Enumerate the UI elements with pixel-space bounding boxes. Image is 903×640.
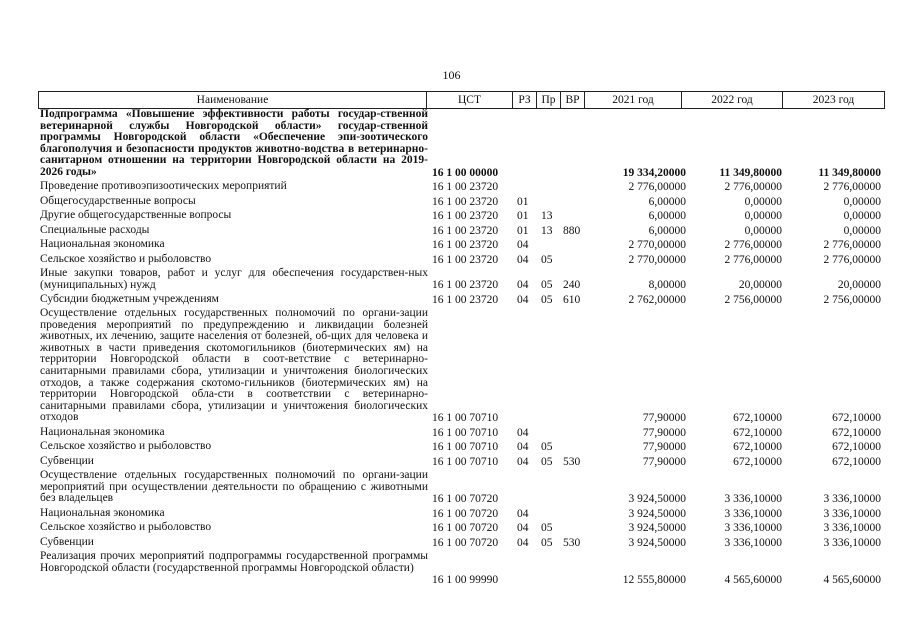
row-pr: 05 — [541, 253, 553, 266]
row-pr: 05 — [541, 536, 553, 549]
row-cst: 16 1 00 23720 — [432, 293, 499, 306]
row-value-2021: 2 762,00000 — [628, 293, 686, 306]
row-name: Сельское хозяйство и рыболовство — [40, 252, 212, 265]
row-rz: 04 — [517, 455, 529, 468]
row-rz: 04 — [517, 426, 529, 439]
row-value-2021: 8,00000 — [648, 279, 686, 291]
page-number: 106 — [442, 68, 461, 82]
row-name: Реализация прочих мероприятий подпрограммы государственной программы Новгородской области (государственной программы Новгородской области) — [40, 550, 428, 574]
table-row — [40, 268, 883, 291]
row-cst: 16 1 00 70710 — [432, 441, 499, 453]
row-value-2022: 672,10000 — [733, 412, 782, 424]
header-cst: ЦСТ — [427, 92, 513, 108]
table-row — [40, 470, 883, 505]
table-row — [40, 308, 883, 424]
row-value-2021: 6,00000 — [648, 224, 686, 237]
table-header — [38, 91, 885, 109]
row-name: Осуществление отдельных государственных полномочий по органи-зации проведения мероприятий по предупреждению и ликвидации болезней животных, их лечению, защите населения от болезней, об-щих для человека и животных в части приведения скотомогильников (биотермических ям) на территории Новгородской области в соот-ветствие с ветеринарно-санитарными правилами сбора, утилизации и уничтожения биологических отходов, а также содержания скотомо-гильников (биотермических ям) на территории Новгородской обла-сти в соответствии с ветеринарно-санитарными правилами сбора, утилизации и уничтожения биологических отходов — [40, 307, 428, 424]
row-value-2023: 672,10000 — [832, 412, 881, 424]
row-vr: 530 — [563, 536, 581, 549]
row-cst: 16 1 00 23720 — [432, 253, 499, 266]
row-value-2021: 3 924,50000 — [628, 493, 686, 505]
row-name: Другие общегосударственные вопросы — [40, 209, 232, 221]
table-row — [40, 427, 883, 439]
row-cst: 16 1 00 70720 — [432, 493, 499, 505]
row-value-2021: 77,90000 — [642, 412, 686, 424]
table-body — [40, 109, 883, 586]
row-rz: 04 — [517, 441, 529, 453]
row-value-2022: 2 756,00000 — [724, 293, 782, 306]
row-name: Иные закупки товаров, работ и услуг для обеспечения государствен-ных (муниципальных) нужд — [40, 267, 428, 291]
table-row — [40, 551, 883, 586]
row-value-2023: 3 336,10000 — [823, 522, 881, 534]
row-value-2023: 3 336,10000 — [823, 493, 881, 505]
table-row — [40, 508, 883, 520]
table-row — [40, 225, 883, 237]
row-cst: 16 1 00 99990 — [432, 574, 499, 586]
table-row — [40, 254, 883, 266]
row-rz: 04 — [517, 253, 529, 266]
row-value-2021: 2 770,00000 — [628, 253, 686, 266]
row-cst: 16 1 00 70710 — [432, 412, 499, 424]
row-cst: 16 1 00 70710 — [432, 455, 499, 468]
header-name: Наименование — [39, 92, 427, 108]
row-vr: 610 — [563, 293, 581, 306]
table-row — [40, 109, 883, 179]
row-rz: 04 — [517, 279, 529, 291]
row-value-2023: 20,00000 — [837, 279, 881, 291]
row-value-2023: 672,10000 — [832, 426, 881, 439]
row-cst: 16 1 00 70710 — [432, 426, 499, 439]
row-value-2021: 3 924,50000 — [628, 536, 686, 549]
row-cst: 16 1 00 00000 — [432, 167, 499, 179]
row-name: Национальная экономика — [40, 238, 165, 250]
row-pr: 13 — [541, 210, 553, 222]
row-value-2022: 672,10000 — [733, 455, 782, 468]
table-row — [40, 196, 883, 208]
row-pr: 13 — [541, 224, 553, 237]
row-rz: 04 — [517, 293, 529, 306]
row-cst: 16 1 00 70720 — [432, 522, 499, 534]
row-value-2021: 2 776,00000 — [628, 181, 686, 193]
row-value-2021: 77,90000 — [642, 426, 686, 439]
row-value-2023: 3 336,10000 — [823, 507, 881, 520]
row-value-2023: 2 756,00000 — [823, 293, 881, 306]
row-name: Национальная экономика — [40, 425, 165, 438]
row-name: Специальные расходы — [40, 223, 150, 236]
row-cst: 16 1 00 23720 — [432, 279, 499, 291]
header-vr: ВР — [561, 92, 585, 108]
row-value-2022: 0,00000 — [744, 195, 782, 208]
row-value-2022: 672,10000 — [733, 426, 782, 439]
row-value-2023: 0,00000 — [843, 210, 881, 222]
row-pr: 05 — [541, 522, 553, 534]
row-vr: 880 — [563, 224, 581, 237]
row-value-2023: 0,00000 — [843, 224, 881, 237]
row-rz: 01 — [517, 224, 529, 237]
row-name: Общегосударственные вопросы — [40, 194, 196, 207]
row-name: Субсидии бюджетным учреждениям — [40, 292, 219, 305]
row-value-2022: 2 776,00000 — [724, 239, 782, 251]
row-rz: 01 — [517, 210, 529, 222]
row-name: Сельское хозяйство и рыболовство — [40, 521, 212, 533]
row-value-2023: 2 776,00000 — [823, 181, 881, 193]
header-year-2021: 2021 год — [585, 92, 682, 108]
row-cst: 16 1 00 23720 — [432, 195, 499, 208]
row-value-2021: 3 924,50000 — [628, 507, 686, 520]
row-rz: 04 — [517, 239, 529, 251]
row-name: Подпрограмма «Повышение эффективности работы государ-ственной ветеринарной службы Новгородской области» государ-ственной программы Новгородской области «Обеспечение эпи-зоотического благополучия и безопасности продуктов животно-водства в ветеринарно-санитарном отношении на территории Новгородской области на 2019-2026 годы» — [40, 108, 428, 178]
row-name: Сельское хозяйство и рыболовство — [40, 440, 212, 452]
table-row — [40, 537, 883, 549]
row-rz: 01 — [517, 195, 529, 208]
row-value-2022: 4 565,60000 — [724, 574, 782, 586]
table-row — [40, 294, 883, 306]
row-value-2023: 3 336,10000 — [823, 536, 881, 549]
table-row — [40, 441, 883, 453]
row-cst: 16 1 00 70720 — [432, 536, 499, 549]
row-value-2023: 11 349,80000 — [818, 167, 881, 179]
row-value-2021: 77,90000 — [642, 455, 686, 468]
table-row — [40, 456, 883, 468]
row-rz: 04 — [517, 536, 529, 549]
row-value-2021: 6,00000 — [648, 210, 686, 222]
row-value-2022: 0,00000 — [744, 224, 782, 237]
row-value-2021: 6,00000 — [648, 195, 686, 208]
row-value-2023: 2 776,00000 — [823, 239, 881, 251]
row-cst: 16 1 00 23720 — [432, 210, 499, 222]
row-value-2023: 2 776,00000 — [823, 253, 881, 266]
row-value-2022: 2 776,00000 — [724, 181, 782, 193]
row-pr: 05 — [541, 441, 553, 453]
row-value-2022: 0,00000 — [744, 210, 782, 222]
row-name: Осуществление отдельных государственных полномочий по органи-зации мероприятий при осуществлении деятельности по обращению с животными без владельцев — [40, 469, 428, 505]
row-value-2023: 4 565,60000 — [823, 574, 881, 586]
row-cst: 16 1 00 23720 — [432, 239, 499, 251]
row-cst: 16 1 00 23720 — [432, 181, 499, 193]
row-vr: 530 — [563, 455, 581, 468]
row-name: Национальная экономика — [40, 506, 165, 519]
table-row — [40, 239, 883, 251]
row-value-2021: 77,90000 — [642, 441, 686, 453]
table-row — [40, 210, 883, 222]
row-value-2023: 0,00000 — [843, 195, 881, 208]
row-vr: 240 — [563, 279, 581, 291]
row-value-2022: 3 336,10000 — [724, 493, 782, 505]
row-value-2022: 3 336,10000 — [724, 522, 782, 534]
header-pr: Пр — [537, 92, 561, 108]
row-value-2022: 20,00000 — [738, 279, 782, 291]
row-value-2022: 11 349,80000 — [719, 167, 782, 179]
row-value-2023: 672,10000 — [832, 441, 881, 453]
row-value-2022: 3 336,10000 — [724, 507, 782, 520]
row-pr: 05 — [541, 293, 553, 306]
table-row — [40, 181, 883, 193]
row-name: Субвенции — [40, 454, 94, 467]
header-year-2023: 2023 год — [812, 94, 855, 106]
row-pr: 05 — [541, 455, 553, 468]
row-rz: 04 — [517, 507, 529, 520]
row-value-2022: 672,10000 — [733, 441, 782, 453]
row-value-2021: 2 770,00000 — [628, 239, 686, 251]
row-value-2021: 3 924,50000 — [628, 522, 686, 534]
table-row — [40, 522, 883, 534]
row-value-2023: 672,10000 — [832, 455, 881, 468]
row-value-2022: 2 776,00000 — [724, 253, 782, 266]
row-cst: 16 1 00 70720 — [432, 507, 499, 520]
row-pr: 05 — [541, 279, 553, 291]
header-year-2022: 2022 год — [682, 92, 783, 108]
row-value-2021: 19 334,20000 — [622, 167, 686, 179]
row-name: Субвенции — [40, 535, 94, 548]
row-value-2022: 3 336,10000 — [724, 536, 782, 549]
header-rz: РЗ — [513, 92, 537, 108]
row-cst: 16 1 00 23720 — [432, 224, 499, 237]
row-name: Проведение противоэпизоотических мероприятий — [40, 180, 287, 192]
row-value-2021: 12 555,80000 — [622, 574, 686, 586]
row-rz: 04 — [517, 522, 529, 534]
